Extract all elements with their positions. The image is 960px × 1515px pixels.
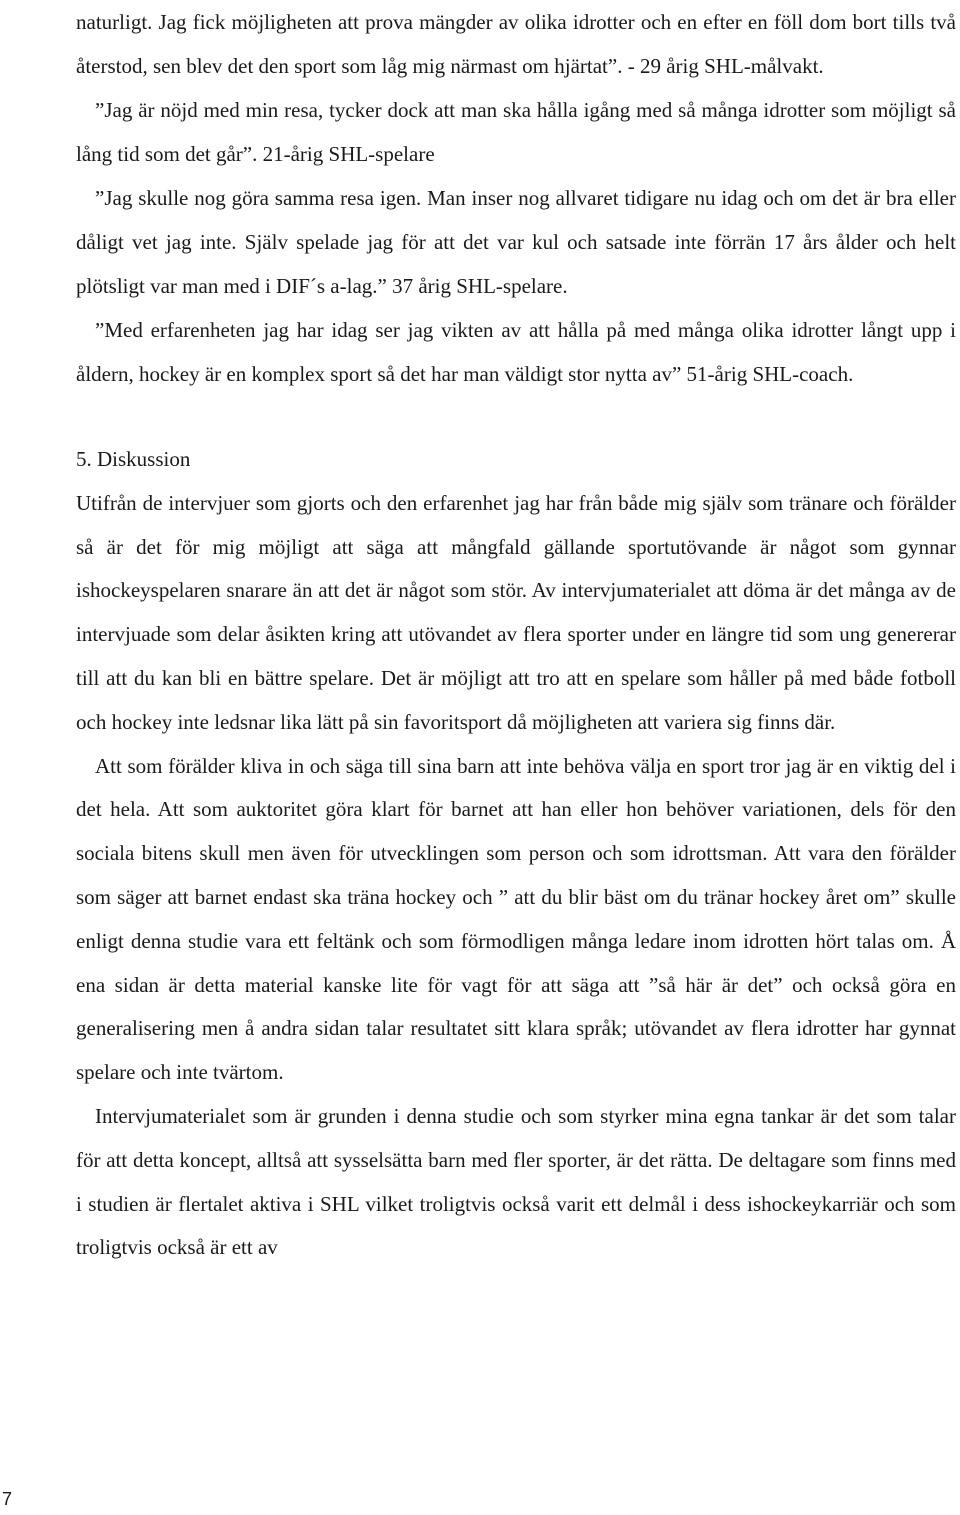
quote-paragraph: ”Jag skulle nog göra samma resa igen. Man inser nog allvaret tidigare nu idag och om det är bra eller dåligt vet jag inte. Själv spelade jag för att det var kul och satsade inte förrän 17 års ålder och helt plötsligt var man med i DIF´s a-lag.” 37 årig SHL-spelare. [76, 186, 956, 298]
interview-quotes [76, 0, 956, 396]
body-paragraph: Utifrån de intervjuer som gjorts och den erfarenhet jag har från både mig själv som tränare och förälder så är det för mig möjligt att säga att mångfald gällande sportutövande är något som gynnar ishockeyspelaren snarare än att det är något som stör. Av intervjumaterialet att döma är det många av de intervjuade som delar åsikten kring att utövandet av flera sporter under en längre tid som ung genererar till att du kan bli en bättre spelare. Det är möjligt att tro att en spelare som håller på med både fotboll och hockey inte ledsnar lika lätt på sin favoritsport då möjligheten att variera sig finns där. [76, 490, 956, 734]
body-paragraph: Intervjumaterialet som är grunden i denna studie och som styrker mina egna tankar är det som talar för att detta koncept, alltså att sysselsätta barn med fler sporter, är det rätta. De deltagare som finns med i studien är flertalet aktiva i SHL vilket troligtvis också varit ett delmål i dess ishockeykarriär och som troligtvis också är ett av [76, 1103, 956, 1260]
quote-paragraph: ”Med erfarenheten jag har idag ser jag vikten av att hålla på med många olika idrotter långt upp i åldern, hockey är en komplex sport så det har man väldigt stor nytta av” 51-årig SHL-coach. [76, 318, 956, 386]
quote-paragraph: ”Jag är nöjd med min resa, tycker dock att man ska hålla igång med så många idrotter som möjligt så lång tid som det går”. 21-årig SHL-spelare [76, 98, 956, 166]
section-heading: 5. Diskussion [76, 447, 191, 471]
quote-paragraph: naturligt. Jag fick möjligheten att prova mängder av olika idrotter och en efter en föll dom bort tills två återstod, sen blev det den sport som låg mig närmast om hjärtat”. - 29 årig SHL-målvakt. [76, 10, 956, 78]
body-paragraph: Att som förälder kliva in och säga till sina barn att inte behöva välja en sport tror jag är en viktig del i det hela. Att som auktoritet göra klart för barnet att han eller hon behöver variationen, dels för den sociala bitens skull men även för utvecklingen som person och som idrottsman. Att vara den förälder som säger att barnet endast ska träna hockey och ” att du blir bäst om du tränar hockey året om” skulle enligt denna studie vara ett feltänk och som förmodligen många ledare inom idrotten hört talas om. Å ena sidan är detta material kanske lite för vagt för att säga att ”så här är det” och också göra en generalisering men å andra sidan talar resultatet sitt klara språk; utövandet av flera idrotter har gynnat spelare och inte tvärtom. [76, 753, 956, 1085]
page-number: 7 [2, 1489, 13, 1509]
section-body [76, 482, 956, 1270]
page-content [76, 0, 956, 1270]
